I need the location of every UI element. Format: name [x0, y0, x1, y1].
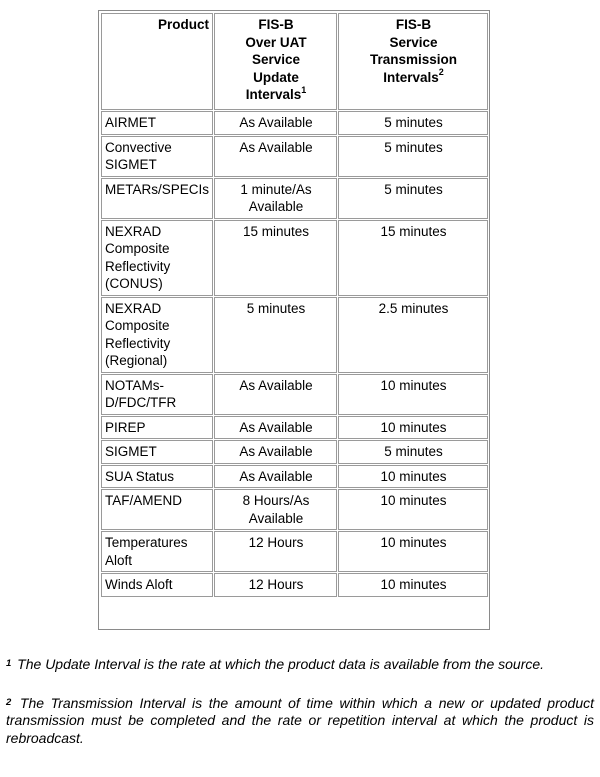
header-product: Product — [101, 13, 213, 110]
cell-transmission-interval: 10 minutes — [338, 489, 488, 530]
cell-product: NEXRAD Composite Reflectivity (CONUS) — [101, 220, 213, 296]
table-row — [101, 178, 488, 219]
footnote-text: The Transmission Interval is the amount of time within which a new or updated product transmission must be completed and the rate or repetition interval at which the product is rebroadcast. — [6, 694, 594, 746]
cell-transmission-interval: 5 minutes — [338, 136, 488, 177]
cell-transmission-interval: 5 minutes — [338, 440, 488, 464]
table-row — [101, 489, 488, 530]
fisb-product-table — [100, 12, 489, 598]
cell-transmission-interval: 10 minutes — [338, 531, 488, 572]
cell-product: METARs/SPECIs — [101, 178, 213, 219]
cell-update-interval: As Available — [214, 465, 337, 489]
table-row — [101, 374, 488, 415]
table-row — [101, 220, 488, 296]
cell-transmission-interval: 10 minutes — [338, 465, 488, 489]
footnote-mark: 1 — [6, 658, 12, 669]
table-row — [101, 573, 488, 597]
cell-transmission-interval: 2.5 minutes — [338, 297, 488, 373]
table-row — [101, 297, 488, 373]
cell-transmission-interval: 10 minutes — [338, 374, 488, 415]
cell-transmission-interval: 5 minutes — [338, 111, 488, 135]
table-row — [101, 465, 488, 489]
footnote-1 — [6, 656, 594, 674]
cell-product: AIRMET — [101, 111, 213, 135]
cell-product: NEXRAD Composite Reflectivity (Regional) — [101, 297, 213, 373]
cell-product: SIGMET — [101, 440, 213, 464]
cell-product: PIREP — [101, 416, 213, 440]
header-update-interval: FIS-B Over UAT Service Update Intervals$^1$ — [214, 13, 337, 110]
cell-transmission-interval: 5 minutes — [338, 178, 488, 219]
footnote-2 — [6, 695, 594, 748]
cell-update-interval: As Available — [214, 111, 337, 135]
table-header-row — [101, 13, 488, 110]
table-row — [101, 440, 488, 464]
cell-update-interval: 5 minutes — [214, 297, 337, 373]
cell-update-interval: As Available — [214, 440, 337, 464]
cell-transmission-interval: 15 minutes — [338, 220, 488, 296]
footnote-mark: 2 — [6, 696, 12, 708]
cell-update-interval: 15 minutes — [214, 220, 337, 296]
cell-product: SUA Status — [101, 465, 213, 489]
cell-update-interval: As Available — [214, 374, 337, 415]
cell-product: NOTAMs-D/FDC/TFR — [101, 374, 213, 415]
cell-update-interval: 8 Hours/As Available — [214, 489, 337, 530]
table-body — [101, 111, 488, 597]
table-row — [101, 416, 488, 440]
table-row — [101, 136, 488, 177]
cell-product: Convective SIGMET — [101, 136, 213, 177]
cell-update-interval: 1 minute/As Available — [214, 178, 337, 219]
cell-transmission-interval: 10 minutes — [338, 573, 488, 597]
cell-product: Temperatures Aloft — [101, 531, 213, 572]
cell-update-interval: As Available — [214, 136, 337, 177]
cell-update-interval: 12 Hours — [214, 573, 337, 597]
table-row — [101, 111, 488, 135]
header-transmission-interval: FIS-B Service Transmission Intervals$^2$ — [338, 13, 488, 110]
cell-transmission-interval: 10 minutes — [338, 416, 488, 440]
cell-update-interval: 12 Hours — [214, 531, 337, 572]
cell-product: Winds Aloft — [101, 573, 213, 597]
table-row — [101, 531, 488, 572]
cell-update-interval: As Available — [214, 416, 337, 440]
footnotes — [6, 656, 594, 747]
cell-product: TAF/AMEND — [101, 489, 213, 530]
footnote-text: The Update Interval is the rate at which the product data is available from the source. — [13, 656, 545, 672]
